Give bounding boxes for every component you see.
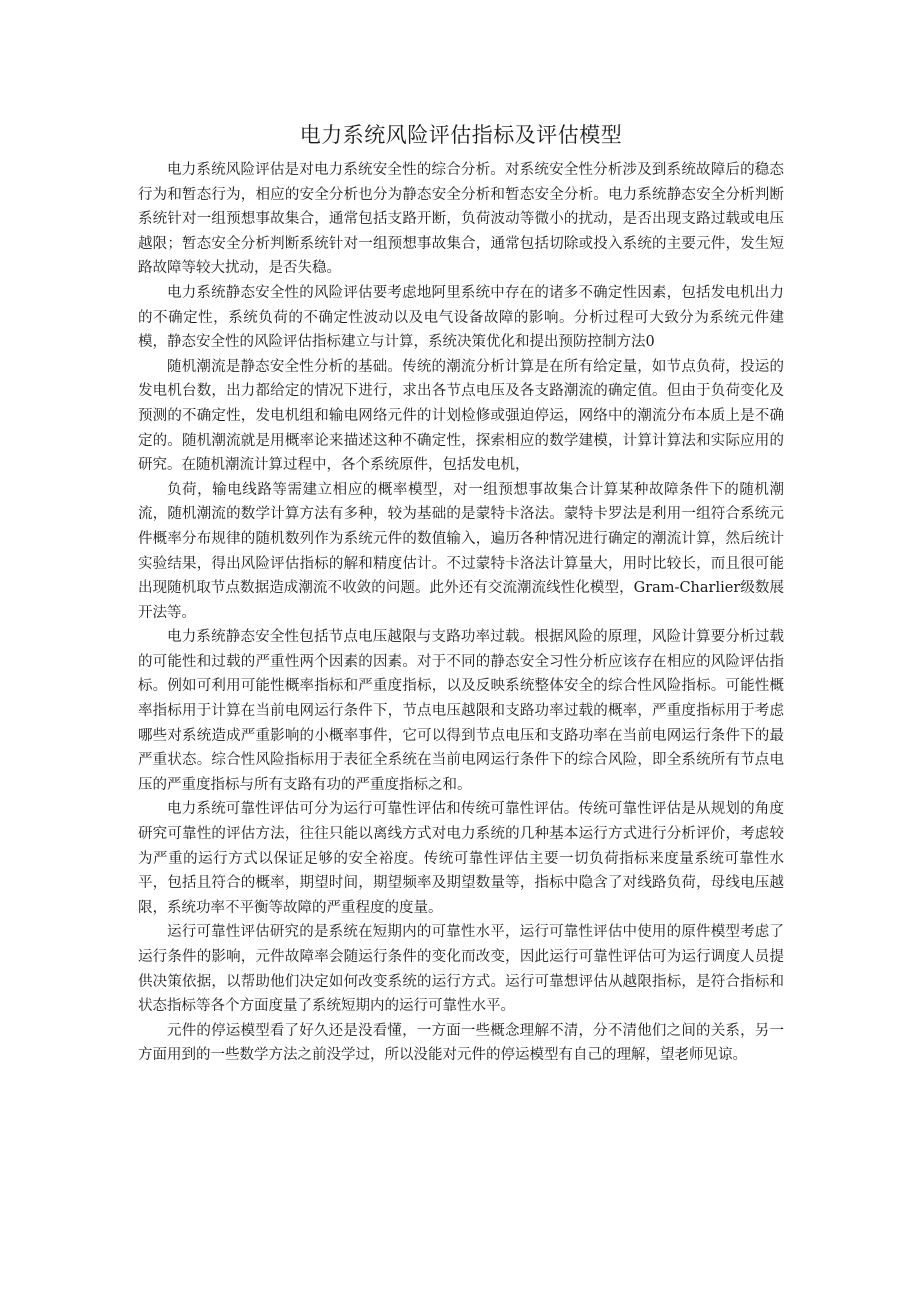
paragraph-risk-indices: 电力系统静态安全性包括节点电压越限与支路功率过载。根据风险的原理，风险计算要分析过载的可能性和过载的严重性两个因素的因素。对于不同的静态安全习性分析应该存在相应的风险评估指标。例如可利用可能性概率指标和严重度指标，以及反映系统整体安全的综合性风险指标。可能性概率指标用于计算在当前电网运行条件下，节点电压越限和支路功率过载的概率，严重度指标用于考虑哪些对系统造成严重影响的小概率事件，它可以得到节点电压和支路功率在当前电网运行条件下的最严重状态。综合性风险指标用于表征全系统在当前电网运行条件下的综合风险，即全系统所有节点电压的严重度指标与所有支路有功的严重度指标之和。 (138, 629, 784, 793)
paragraph-monte-carlo: 负荷，输电线路等需建立相应的概率模型，对一组预想事故集合计算某种故障条件下的随机潮流，随机潮流的数学计算方法有多种，较为基础的是蒙特卡洛法。蒙特卡罗法是利用一组符合系统元件概率分布规律的随机数列作为系统元件的数值输入，遍历各种情况进行确定的潮流计算，然后统计实验结果，得出风险评估指标的解和精度估计。不过蒙特卡洛法计算量大，用时比较长，而且很可能出现随机取节点数据造成潮流不收敛的问题。此外还有交流潮流线性化模型，Gram-Charlier级数展开法等。 (138, 481, 784, 621)
document-title: 电力系统风险评估指标及评估模型 (299, 123, 623, 147)
paragraph-closing-note: 元件的停运模型看了好久还是没看懂，一方面一些概念理解不清，分不清他们之间的关系，另一方面用到的一些数学方法之前没学过，所以没能对元件的停运模型有自己的理解，望老师见谅。 (138, 1022, 784, 1064)
document-page (138, 118, 784, 1068)
paragraph-random-flow: 随机潮流是静态安全性分析的基础。传统的潮流分析计算是在所有给定量，如节点负荷，投运的发电机台数，出力都给定的情况下进行，求出各节点电压及各支路潮流的确定值。但由于负荷变化及预测的不确定性，发电机组和输电网络元件的计划检修或强迫停运，网络中的潮流分布本质上是不确定的。随机潮流就是用概率论来描述这种不确定性，探索相应的数学建模，计算计算法和实际应用的研究。在随机潮流计算过程中，各个系统原件，包括发电机， (138, 358, 784, 474)
paragraph-reliability: 电力系统可靠性评估可分为运行可靠性评估和传统可靠性评估。传统可靠性评估是从规划的角度研究可靠性的评估方法，往往只能以离线方式对电力系统的几种基本运行方式进行分析评价，考虑较为严重的运行方式以保证足够的安全裕度。传统可靠性评估主要一切负荷指标来度量系统可靠性水平，包括且符合的概率，期望时间，期望频率及期望数量等，指标中隐含了对线路负荷，母线电压越限，系统功率不平衡等故障的严重程度的度量。 (138, 801, 784, 916)
paragraph-operational-reliability: 运行可靠性评估研究的是系统在短期内的可靠性水平，运行可靠性评估中使用的原件模型考虑了运行条件的影响，元件故障率会随运行条件的变化而改变，因此运行可靠性评估可为运行调度人员提供决策依据，以帮助他们决定如何改变系统的运行方式。运行可靠想评估从越限指标，是符合指标和状态指标等各个方面度量了系统短期内的运行可靠性水平。 (138, 924, 784, 1015)
paragraph-intro: 电力系统风险评估是对电力系统安全性的综合分析。对系统安全性分析涉及到系统故障后的稳态行为和暂态行为，相应的安全分析也分为静态安全分析和暂态安全分析。电力系统静态安全分析判断系统针对一组预想事故集合，通常包括支路开断，负荷波动等微小的扰动，是否出现支路过载或电压越限；暂态安全分析判断系统针对一组预想事故集合，通常包括切除或投入系统的主要元件，发生短路故障等较大扰动，是否失稳。 (138, 162, 784, 277)
paragraph-static-risk: 电力系统静态安全性的风险评估要考虑地阿里系统中存在的诸多不确定性因素，包括发电机出力的不确定性，系统负荷的不确定性波动以及电气设备故障的影响。分析过程可大致分为系统元件建模，静态安全性的风险评估指标建立与计算，系统决策优化和提出预防控制方法0 (138, 284, 784, 351)
